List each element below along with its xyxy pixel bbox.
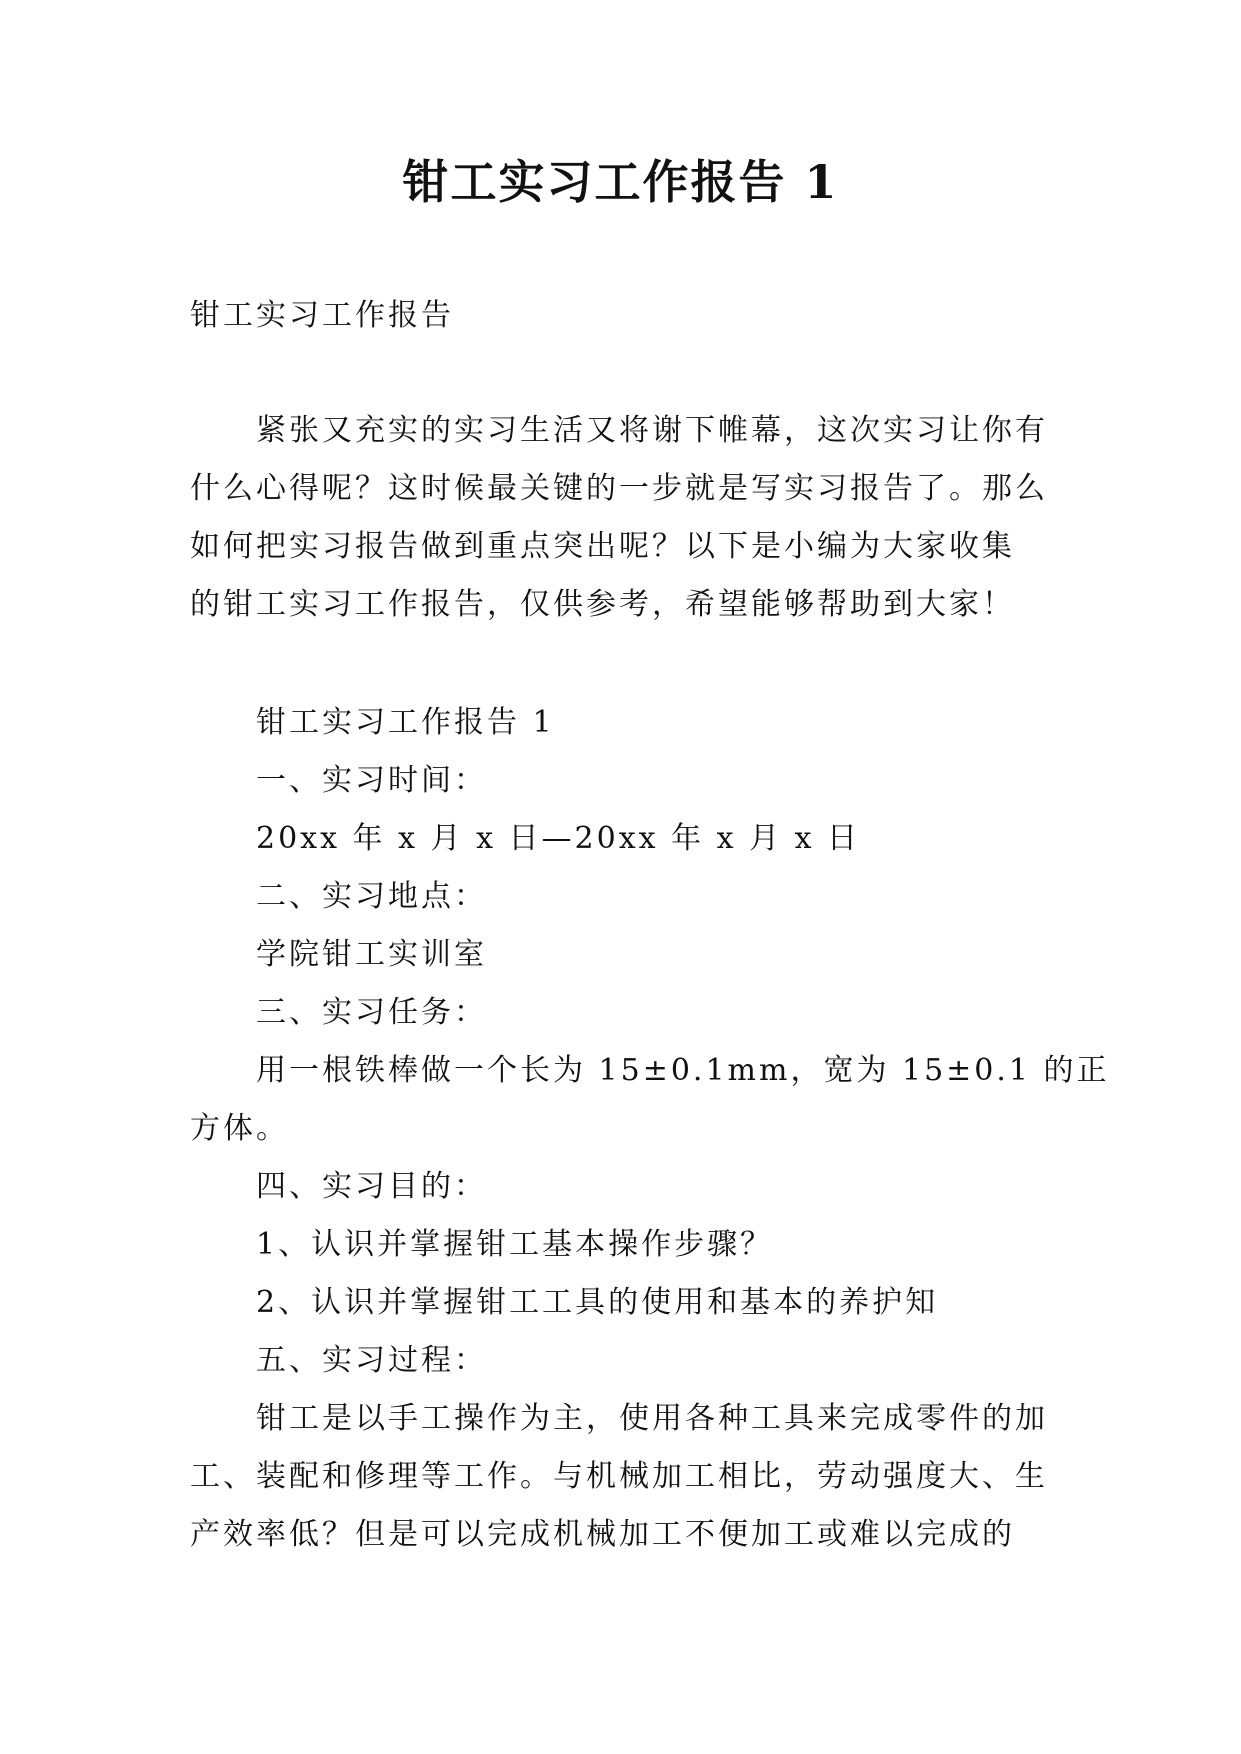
- body-line: 工、装配和修理等工作。与机械加工相比，劳动强度大、生: [190, 1459, 1048, 1494]
- section-heading: 钳工实习工作报告 1: [256, 705, 555, 740]
- body-line: 方体。: [190, 1111, 289, 1146]
- body-line: 学院钳工实训室: [256, 937, 487, 972]
- body-line: 三、实习任务：: [256, 995, 487, 1030]
- body-line: 二、实习地点：: [256, 879, 487, 914]
- subtitle: 钳工实习工作报告: [190, 298, 454, 333]
- page-title: 钳工实习工作报告 1: [402, 155, 839, 209]
- intro-line: 的钳工实习工作报告，仅供参考，希望能够帮助到大家！: [190, 587, 1015, 622]
- body-line: 20xx 年 x 月 x 日—20xx 年 x 月 x 日: [256, 821, 861, 856]
- body-line: 1、认识并掌握钳工基本操作步骤？: [256, 1227, 774, 1262]
- body-line: 用一根铁棒做一个长为 15±0.1mm，宽为 15±0.1 的正: [256, 1053, 1110, 1088]
- body-line: 2、认识并掌握钳工工具的使用和基本的养护知: [256, 1285, 939, 1320]
- intro-line: 紧张又充实的实习生活又将谢下帷幕，这次实习让你有: [256, 413, 1048, 448]
- intro-line: 如何把实习报告做到重点突出呢？以下是小编为大家收集: [190, 529, 1015, 564]
- body-line: 四、实习目的：: [256, 1169, 487, 1204]
- body-line: 五、实习过程：: [256, 1343, 487, 1378]
- body-line: 钳工是以手工操作为主，使用各种工具来完成零件的加: [256, 1401, 1048, 1436]
- body-line: 一、实习时间：: [256, 763, 487, 798]
- body-line: 产效率低？但是可以完成机械加工不便加工或难以完成的: [190, 1517, 1015, 1552]
- intro-line: 什么心得呢？这时候最关键的一步就是写实习报告了。那么: [190, 471, 1048, 506]
